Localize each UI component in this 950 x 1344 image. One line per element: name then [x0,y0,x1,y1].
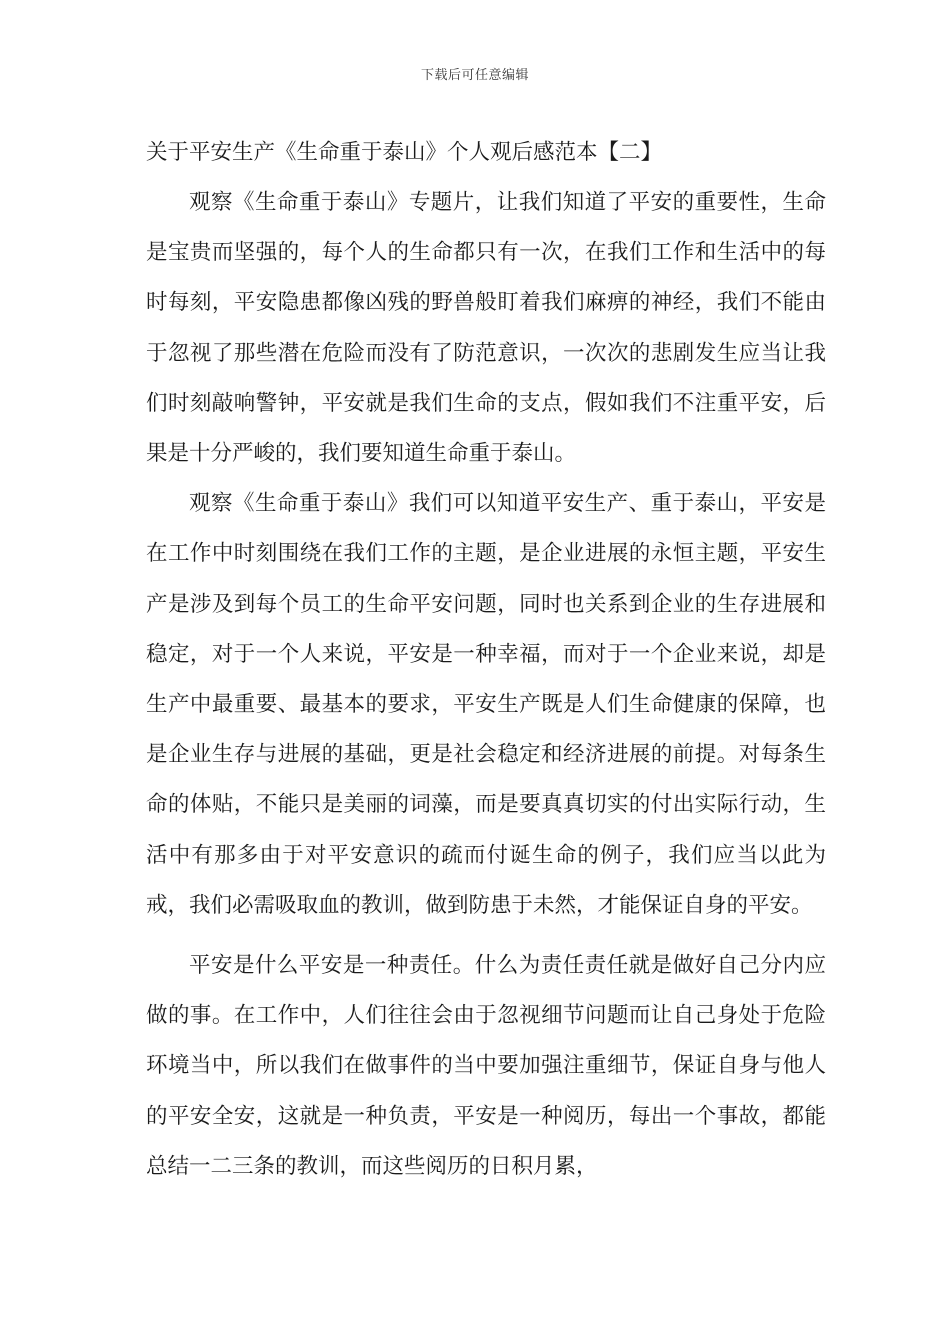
paragraph-3: 平安是什么平安是一种责任。什么为责任责任就是做好自己分内应做的事。在工作中，人们往往会由于忽视细节问题而让自己身处于危险环境当中，所以我们在做事件的当中要加强注重细节，保证自身与他人的平安全安，这就是一种负责，平安是一种阅历，每出一个事故，都能总结一二三条的教训，而这些阅历的日积月累， [146,953,826,1179]
document-title: 关于平安生产《生命重于泰山》个人观后感范本【二】 [146,140,663,165]
paragraph-2: 观察《生命重于泰山》我们可以知道平安生产、重于泰山，平安是在工作中时刻围绕在我们工作的主题，是企业进展的永恒主题，平安生产是涉及到每个员工的生命平安问题，同时也关系到企业的生存进展和稳定，对于一个人来说，平安是一种幸福，而对于一个企业来说，却是生产中最重要、最基本的要求，平安生产既是人们生命健康的保障，也是企业生存与进展的基础，更是社会稳定和经济进展的前提。对每条生命的体贴，不能只是美丽的词藻，而是要真真切实的付出实际行动，生活中有那多由于对平安意识的疏而付诞生命的例子，我们应当以此为戒，我们必需吸取血的教训，做到防患于未然，才能保证自身的平安。 [146,491,826,918]
paragraph-1: 观察《生命重于泰山》专题片，让我们知道了平安的重要性，生命是宝贵而坚强的，每个人的生命都只有一次，在我们工作和生活中的每时每刻，平安隐患都像凶残的野兽般盯着我们麻痹的神经，我们不能由于忽视了那些潜在危险而没有了防范意识，一次次的悲剧发生应当让我们时刻敲响警钟，平安就是我们生命的支点，假如我们不注重平安，后果是十分严峻的，我们要知道生命重于泰山。 [146,190,826,467]
page-header-note: 下载后可任意编辑 [420,68,529,83]
document-body [146,128,826,1192]
